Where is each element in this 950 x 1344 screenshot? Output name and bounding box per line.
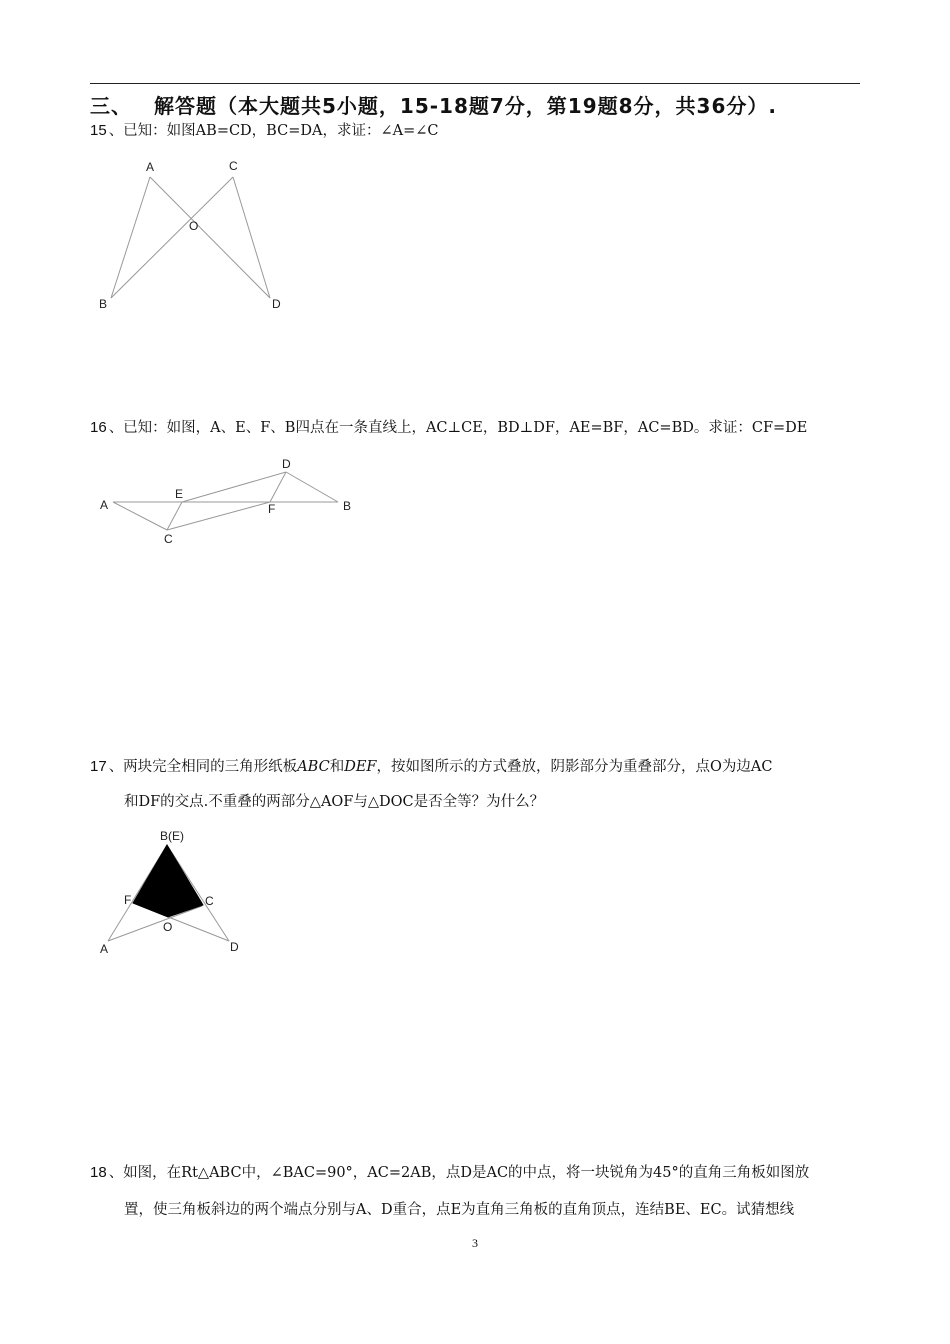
shaded-overlap	[133, 845, 203, 917]
triangle-def: DEF	[344, 759, 377, 775]
section-mark: 三、	[90, 94, 132, 118]
label-A: A	[100, 942, 109, 956]
question-text: 、如图，在Rt△ABC中，∠BAC=90°，AC=2AB，点D是AC的中点，将一块锐角为45°的直角三角板如图放	[108, 1165, 810, 1181]
label-O: O	[189, 219, 199, 233]
label-D: D	[230, 940, 239, 954]
segment-CB	[111, 177, 233, 298]
figure-16	[113, 472, 338, 530]
page-number: 3	[472, 1236, 478, 1250]
section-title: 解答题（本大题共5小题，15-18题7分，第19题8分，共36分）.	[154, 94, 777, 118]
label-C: C	[205, 894, 214, 908]
segment-DB	[286, 472, 338, 502]
segment-AB	[111, 177, 150, 298]
question-text: 、已知：如图AB=CD，BC=DA，求证：∠A=∠C	[108, 123, 439, 139]
question-number: 17	[90, 758, 107, 775]
question-17	[90, 755, 772, 776]
question-number: 18	[90, 1164, 107, 1181]
question-number: 16	[90, 419, 107, 436]
question-text: 、已知：如图，A、E、F、B四点在一条直线上，AC⊥CE，BD⊥DF，AE=BF，AC=BD。求证：CF=DE	[108, 420, 808, 436]
label-A: A	[100, 498, 109, 512]
label-B-E: B(E)	[160, 829, 184, 843]
triangle-abc: ABC	[297, 759, 330, 775]
question-number: 15	[90, 122, 107, 139]
segment-CF	[167, 502, 270, 530]
label-C: C	[164, 532, 173, 546]
question-17-line-2: 和DF的交点.不重叠的两部分△AOF与△DOC是否全等？为什么？	[124, 794, 545, 810]
label-B: B	[343, 499, 352, 513]
segment-DF	[270, 472, 286, 502]
label-O: O	[163, 920, 173, 934]
label-D: D	[282, 457, 291, 471]
question-16	[90, 416, 807, 437]
conjunction: 和	[329, 759, 345, 775]
label-D: D	[272, 297, 281, 311]
label-F: F	[124, 893, 132, 907]
label-A: A	[146, 160, 155, 174]
label-F: F	[268, 502, 276, 516]
figure-15	[111, 177, 270, 298]
segment-ED	[182, 472, 286, 502]
label-E: E	[175, 487, 184, 501]
question-text-a: 、两块完全相同的三角形纸板	[108, 759, 298, 775]
label-C: C	[229, 159, 238, 173]
label-B: B	[99, 297, 108, 311]
segment-AC	[113, 502, 167, 530]
question-18	[90, 1161, 809, 1182]
question-18-line-2: 置，使三角板斜边的两个端点分别与A、D重合，点E为直角三角板的直角顶点，连结BE、EC。试猜想线	[124, 1202, 795, 1218]
segment-CE	[167, 502, 182, 530]
question-text-b: ，按如图所示的方式叠放，阴影部分为重叠部分，点O为边AC	[376, 759, 773, 775]
